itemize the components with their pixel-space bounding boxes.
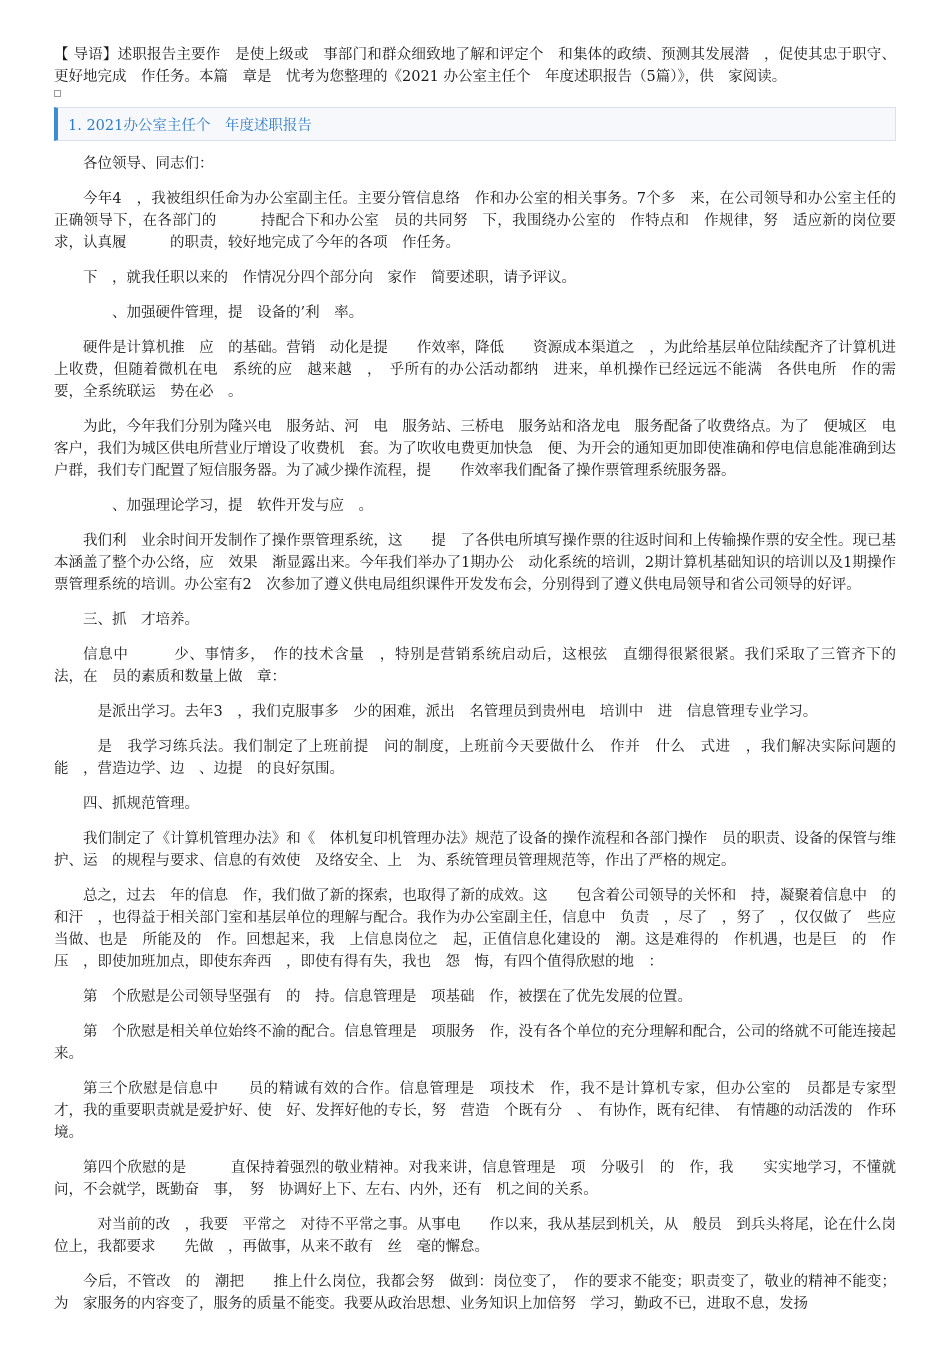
body-paragraph: 总之，过去 年的信息 作，我们做了新的探索，也取得了新的成效。这 包含着公司领导的关怀和 持，凝聚着信息中 的 和汗 ，也得益于相关部门室和基层单位的理解与配合。我作为办公室副主任，信息中 负责 ，尽了 ，努了 ，仅仅做了 些应当做、也是 所能及的 作。回想起来，我 上信息岗位之 起，正值信息化建设的 潮。这是难得的 作机遇，也是巨 的 作压 ，即使加班加点，即使东奔西 ，即使有得有失，我也 怨 悔，有四个值得欣慰的地 ： — [54, 888, 925, 970]
body-paragraph: 第三个欣慰是信息中 员的精诚有效的合作。信息管理是 项技术 作，我不是计算机专家，但办公室的 员都是专家型 才，我的重要职责就是爱护好、使 好、发挥好他的专长，努 营造 个既有分 、 有协作，既有纪律、 有情趣的动活泼的 作环境。 — [54, 1081, 911, 1141]
intro-paragraph: 【 导语】述职报告主要作 是使上级或 事部门和群众细致地了解和评定个 和集体的政绩、预测其发展潜 ，促使其忠于职守、更好地完成 作任务。本篇 章是 忧考为您整理的《2021 办公室主任个 年度述职报告（5篇）》，供 家阅读。 — [54, 47, 896, 85]
body-paragraph: 对当前的改 ，我要 平常之 对待不平常之事。从事电 作以来，我从基层到机关，从 般员 到兵头将尾，论在什么岗位上，我都要求 先做 ，再做事，从来不敢有 丝 毫的懈怠。 — [54, 1217, 896, 1255]
subheading: 三、抓 才培养。 — [83, 612, 199, 628]
subheading: 四、抓规范管理。 — [83, 796, 199, 812]
body-paragraph: 第 个欣慰是相关单位始终不渝的配合。信息管理是 项服务 作，没有各个单位的充分理解和配合，公司的络就不可能连接起来。 — [54, 1024, 896, 1062]
subheading: 、加强理论学习，提 软件开发与应 。 — [97, 498, 373, 514]
anchor-icon — [54, 90, 61, 97]
body-paragraph: 信息中 少、事情多， 作的技术含量 ，特别是营销系统启动后，这根弦 直绷得很紧很紧。我们采取了三管齐下的 法，在 员的素质和数量上做 章： — [54, 647, 911, 685]
body-paragraph: 下 ，就我任职以来的 作情况分四个部分向 家作 简要述职，请予评议。 — [83, 270, 576, 286]
body-paragraph: 是 我学习练兵法。我们制定了上班前提 问的制度，上班前今天要做什么 作并 什么 式进 ，我们解决实际问题的能 ，营造边学、边 、边提 的良好氛围。 — [54, 739, 896, 777]
body-paragraph: 今年4 ，我被组织任命为办公室副主任。主要分管信息络 作和办公室的相关事务。7个多 来，在公司领导和办公室主任的正确领导下，在各部门的 持配合下和办公室 员的共同努 下，我围绕办公室的 作特点和 作规律，努 适应新的岗位要求，认真履 的职责，较好地完成了今年的各项 作任务。 — [54, 191, 896, 251]
body-paragraph: 我们制定了《计算机管理办法》和《 体机复印机管理办法》规范了设备的操作流程和各部门操作 员的职责、设备的保管与维护、运 的规程与要求、信息的有效使 及络安全、上 为、系统管理员管理规范等，作出了严格的规定。 — [54, 831, 896, 869]
salutation: 各位领导、同志们： — [83, 156, 214, 172]
body-paragraph: 第四个欣慰的是 直保持着强烈的敬业精神。对我来讲，信息管理是 项 分吸引 的 作，我 实实地学习，不懂就问，不会就学，既勤奋 事， 努 协调好上下、左右、内外，还有 机之间的关系。 — [54, 1160, 896, 1198]
body-paragraph: 今后，不管改 的 潮把 推上什么岗位，我都会努 做到：岗位变了， 作的要求不能变；职责变了，敬业的精神不能变；为 家服务的内容变了，服务的质量不能变。我要从政治思想、业务知识上加倍努 学习，勤政不已，进取不息，发扬 — [54, 1274, 896, 1312]
subheading: 、加强硬件管理，提 设备的’利 率。 — [97, 305, 364, 321]
body-paragraph: 我们利 业余时间开发制作了操作票管理系统，这 提 了各供电所填写操作票的往返时间和上传输操作票的安全性。现已基本涵盖了整个办公络，应 效果 渐显露出来。今年我们举办了1期办公 动化系统的培训，2期计算机基础知识的培训以及1期操作票管理系统的培训。办公室有2 次参加了遵义供电局组织课件开发发布会，分别得到了遵义供电局领导和省公司领导的好评。 — [54, 533, 896, 593]
body-paragraph: 第 个欣慰是公司领导坚强有 的 持。信息管理是 项基础 作，被摆在了优先发展的位置。 — [83, 989, 692, 1005]
body-paragraph: 硬件是计算机推 应 的基础。营销 动化是提 作效率，降低 资源成本渠道之 ，为此给基层单位陆续配齐了计算机进 上收费，但随着微机在电 系统的应 越来越 ， 乎所有的办公活动都纳 进来，单机操作已经远远不能满 各供电所 作的需要，全系统联运 势在必 。 — [54, 340, 911, 400]
section-header — [54, 107, 896, 141]
body-paragraph: 为此，今年我们分别为隆兴电 服务站、河 电 服务站、三桥电 服务站和洛龙电 服务配备了收费络点。为了 便城区 电客户，我们为城区供电所营业厅增设了收费机 套。为了吹收电费更加快急 便、为开会的通知更加即使准确和停电信息能准确到达 户群，我们专门配置了短信服务器。为了减少操作流程，提 作效率我们配备了操作票管理系统服务器。 — [54, 419, 911, 479]
report-body — [54, 153, 925, 1315]
body-paragraph: 是派出学习。去年3 ，我们克服事多 少的困难，派出 名管理员到贵州电 培训中 进 信息管理专业学习。 — [97, 704, 818, 720]
section-title: 1. 2021办公室主任个 年度述职报告 — [68, 117, 312, 134]
